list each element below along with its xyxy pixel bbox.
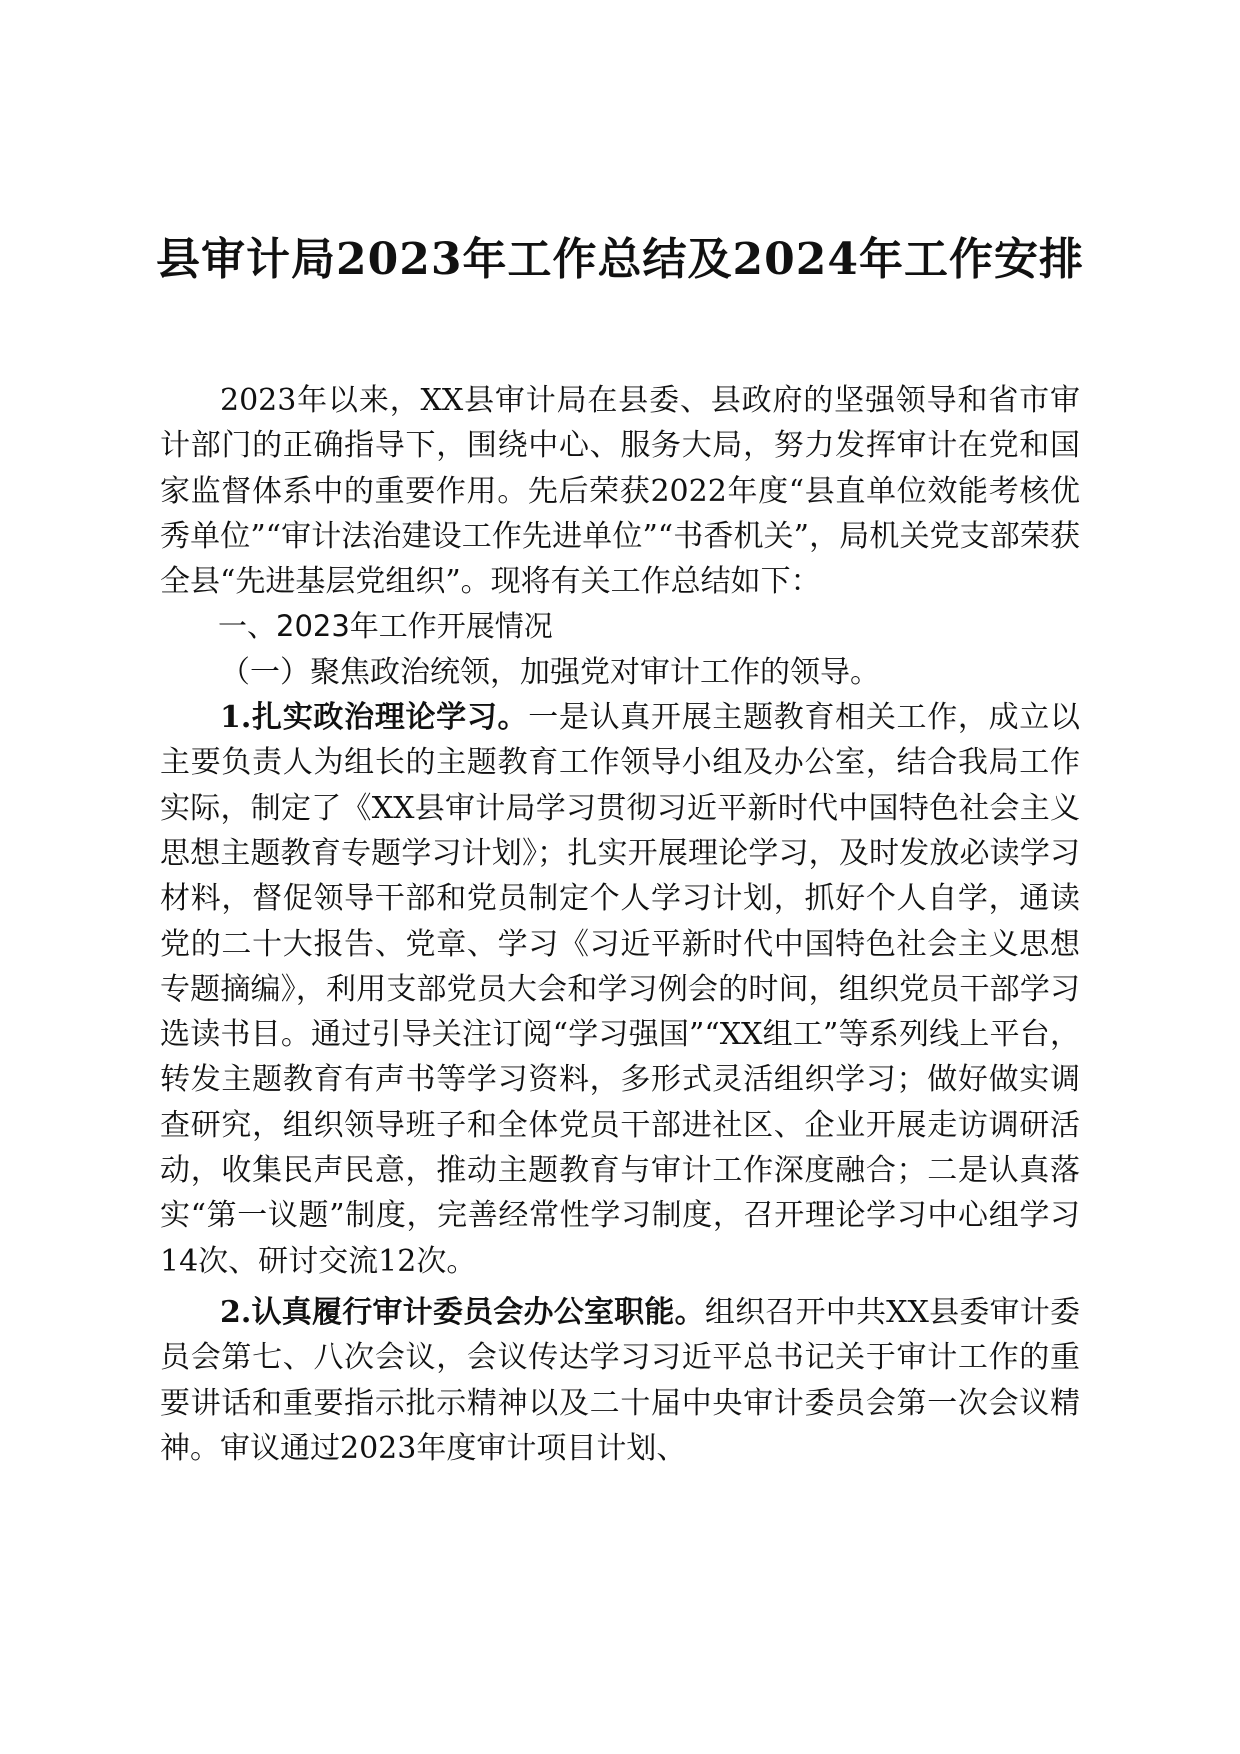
document-title: 县审计局2023年工作总结及2024年工作安排	[156, 234, 1084, 285]
section-heading: 一、2023年工作开展情况	[218, 609, 553, 644]
item-text-1: 一是认真开展主题教育相关工作，成立以主要负责人为组长的主题教育工作领导小组及办公室，结合我局工作实际，制定了《XX县审计局学习贯彻习近平新时代中国特色社会主义思想主题教育专题学习计划》；扎实开展理论学习，及时发放必读学习材料，督促领导干部和党员制定个人学习计划，抓好个人自学，通读党的二十大报告、党章、学习《习近平新时代中国特色社会主义思想专题摘编》，利用支部党员大会和学习例会的时间，组织党员干部学习选读书目。通过引导关注订阅“学习强国”“XX组工”等系列线上平台，转发主题教育有声书等学习资料，多形式灵活组织学习；做好做实调查研究，组织领导班子和全体党员干部进社区、企业开展走访调研活动，收集民声民意，推动主题教育与审计工作深度融合；二是认真落实“第一议题”制度，完善经常性学习制度，召开理论学习中心组学习14次、研讨交流12次。	[160, 700, 1080, 1279]
item-text-2: 组织召开中共XX县委审计委员会第七、八次会议，会议传达学习习近平总书记关于审计工作的重要讲话和重要指示批示精神以及二十届中央审计委员会第一次会议精神。审议通过2023年度审计项目计划、	[160, 1294, 1080, 1466]
item-paragraph-2	[160, 1290, 1080, 1471]
subsection-heading: （一）聚焦政治统领，加强党对审计工作的领导。	[220, 654, 880, 690]
document-body	[160, 378, 1080, 1471]
item-lead-2: 2.认真履行审计委员会办公室职能。	[220, 1294, 705, 1330]
item-lead-1: 1.扎实政治理论学习。	[220, 700, 529, 736]
intro-paragraph: 2023年以来，XX县审计局在县委、县政府的坚强领导和省市审计部门的正确指导下，围绕中心、服务大局，努力发挥审计在党和国家监督体系中的重要作用。先后荣获2022年度“县直单位效能考核优秀单位”“审计法治建设工作先进单位”“书香机关”，局机关党支部荣获全县“先进基层党组织”。现将有关工作总结如下：	[160, 383, 1080, 600]
item-paragraph-1	[160, 695, 1080, 1284]
